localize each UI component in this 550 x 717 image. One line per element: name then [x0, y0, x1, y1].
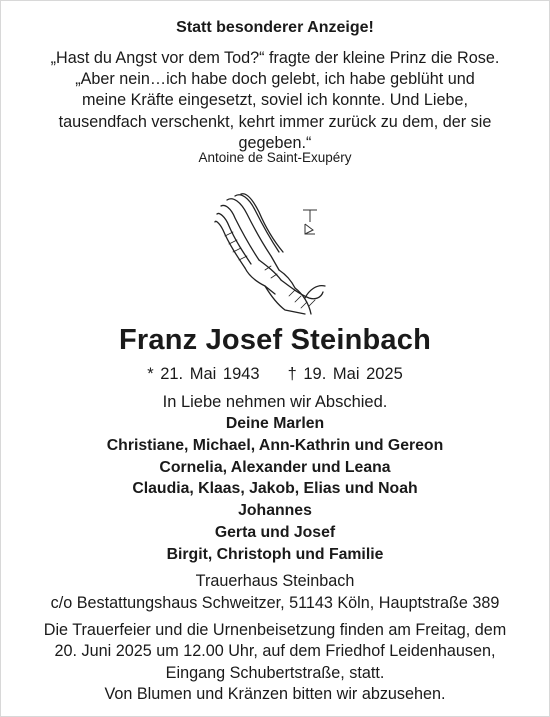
- service-info: [0, 620, 550, 705]
- mourner-line: Claudia, Klaas, Jakob, Elias und Noah: [132, 480, 418, 498]
- mourner-line: Gerta und Josef: [214, 523, 336, 541]
- quote-author: Antoine de Saint-Exupéry: [198, 150, 352, 165]
- service-line: Von Blumen und Kränzen bitten wir abzusehen.: [104, 684, 446, 703]
- mourner-line: Johannes: [238, 502, 312, 520]
- mourner-line: Deine Marlen: [225, 415, 325, 432]
- quote-line: gegeben.“: [238, 133, 312, 152]
- birth-date: * 21. Mai 1943: [147, 365, 260, 383]
- mourning-house-address: [0, 570, 550, 614]
- mourner-line: Cornelia, Alexander und Leana: [159, 458, 391, 476]
- quote-line: „Hast du Angst vor dem Tod?“ fragte der kleine Prinz die Rose.: [50, 49, 500, 67]
- house-name: Trauerhaus Steinbach: [195, 572, 355, 590]
- mourner-line: Christiane, Michael, Ann-Kathrin und Gereon: [106, 436, 444, 454]
- quote-block: [0, 48, 550, 154]
- life-dates: [0, 365, 550, 384]
- quote-line: tausendfach verschenkt, kehrt immer zurück zu dem, der sie: [58, 112, 492, 131]
- quote-line: „Aber nein…ich habe doch gelebt, ich habe geblüht und: [75, 70, 475, 89]
- quote-line: meine Kräfte eingesetzt, soviel ich konnte. Und Liebe,: [81, 91, 469, 110]
- service-line: 20. Juni 2025 um 12.00 Uhr, auf dem Friedhof Leidenhausen,: [54, 642, 496, 661]
- service-line: Die Trauerfeier und die Urnenbeisetzung finden am Freitag, dem: [43, 621, 507, 639]
- praying-hands-icon: [205, 186, 335, 318]
- notice-header: Statt besonderer Anzeige!: [176, 19, 374, 36]
- house-address: c/o Bestattungshaus Schweitzer, 51143 Köln, Hauptstraße 389: [50, 594, 500, 612]
- deceased-name: Franz Josef Steinbach: [119, 324, 431, 356]
- mourner-line: Birgit, Christoph und Familie: [166, 545, 384, 563]
- mourners-list: [0, 413, 550, 566]
- service-line: Eingang Schubertstraße, statt.: [165, 663, 385, 682]
- death-date: † 19. Mai 2025: [287, 365, 403, 383]
- farewell-intro: In Liebe nehmen wir Abschied.: [162, 393, 388, 411]
